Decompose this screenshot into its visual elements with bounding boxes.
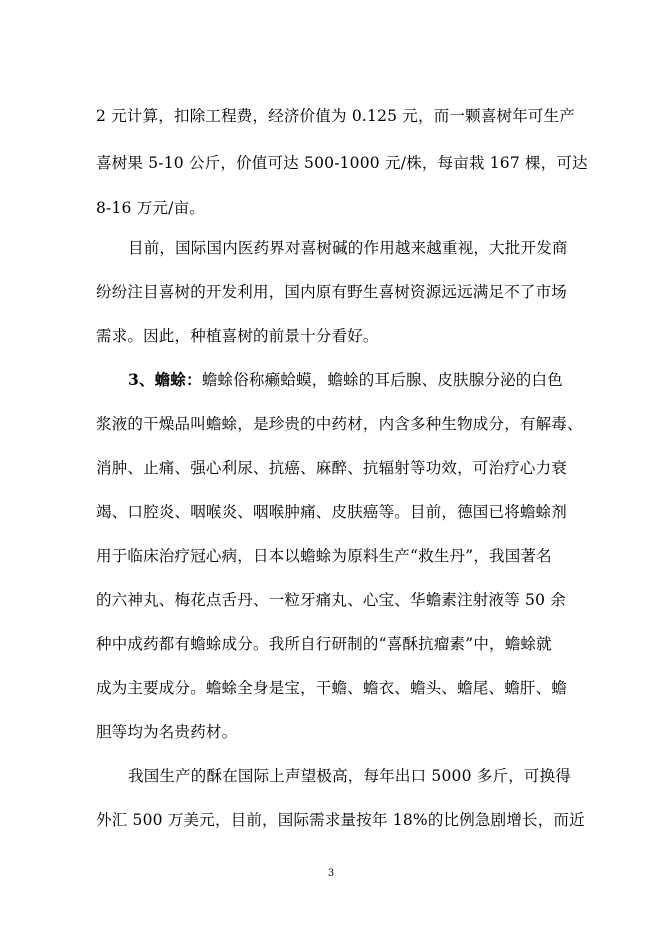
paragraph-1-line-3: 8-16 万元/亩。: [96, 199, 205, 217]
paragraph-4-line-2: 外汇 500 万美元，目前，国际需求量按年 18%的比例急剧增长，而近: [96, 811, 585, 829]
paragraph-4-line-1: 我国生产的酥在国际上声望极高，每年出口 5000 多斤，可换得: [128, 767, 572, 785]
paragraph-3-line-2: 浆液的干燥品叫蟾蜍，是珍贵的中药材，内含多种生物成分，有解毒、: [96, 415, 583, 433]
page-number: 3: [327, 868, 335, 879]
paragraph-3-line-8: 成为主要成分。蟾蜍全身是宝，干蟾、蟾衣、蟾头、蟾尾、蟾肝、蟾: [96, 679, 568, 697]
paragraph-2-line-3: 需求。因此，种植喜树的前景十分看好。: [96, 327, 379, 345]
paragraph-3-line-1-text: 蟾蜍俗称癞蛤蟆，蟾蜍的耳后腺、皮肤腺分泌的白色: [201, 371, 563, 389]
paragraph-3-line-6: 的六神丸、梅花点舌丹、一粒牙痛丸、心宝、华蟾素注射液等 50 余: [96, 591, 566, 609]
paragraph-2-line-1: 目前，国际国内医药界对喜树碱的作用越来越重视，大批开发商: [128, 239, 568, 257]
paragraph-3-line-7: 种中成药都有蟾蜍成分。我所自行研制的“喜酥抗瘤素”中，蟾蜍就: [96, 635, 552, 653]
paragraph-2-line-2: 纷纷注目喜树的开发利用，国内原有野生喜树资源远远满足不了市场: [96, 283, 568, 301]
paragraph-3-line-1: [128, 370, 563, 390]
paragraph-3-line-5: 用于临床治疗冠心病，日本以蟾蜍为原料生产“救生丹”，我国著名: [96, 547, 552, 565]
paragraph-3-line-9: 胆等均为名贵药材。: [96, 723, 238, 741]
paragraph-1-line-1: 2 元计算，扣除工程费，经济价值为 0.125 元，而一颗喜树年可生产: [96, 107, 576, 125]
section-heading: 3、蟾蜍：: [128, 370, 202, 389]
paragraph-1-line-2: 喜树果 5-10 公斤，价值可达 500-1000 元/株，每亩栽 167 棵，可达: [96, 154, 588, 172]
paragraph-3-line-4: 竭、口腔炎、咽喉炎、咽喉肿痛、皮肤癌等。目前，德国已将蟾蜍剂: [96, 503, 568, 521]
paragraph-3-line-3: 消肿、止痛、强心利尿、抗癌、麻醉、抗辐射等功效，可治疗心力衰: [96, 459, 568, 477]
